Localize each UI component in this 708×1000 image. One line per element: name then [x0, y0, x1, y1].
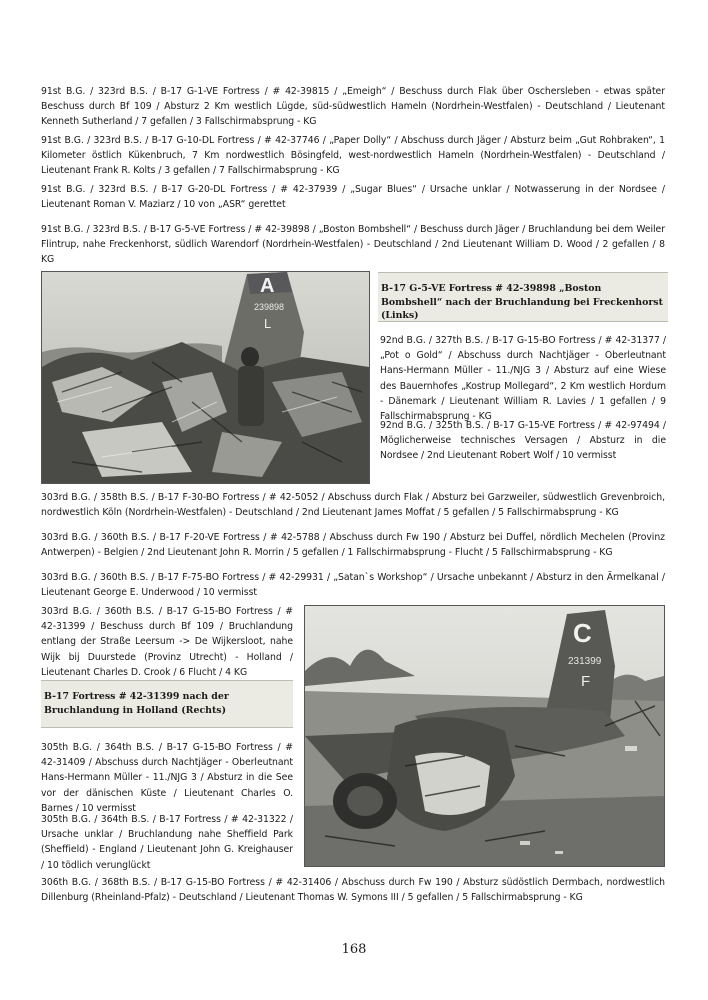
photo-boston-bombshell-wreck — [41, 271, 370, 484]
photo-42-31399-wreck — [304, 605, 665, 867]
entry-42-31406: 306th B.G. / 368th B.S. / B-17 G-15-BO Fortress / # 42-31406 / Abschuss durch Fw 190 / Absturz südöstlich Dermbach, nordwestlich Dillenburg (Rheinland-Pfalz) - Deutschland / Lieutenant Thomas W. Symons III / 5 gefallen / 5 Fallschirmabsprung - KG — [41, 877, 665, 904]
caption-boston-bombshell: B-17 G-5-VE Fortress # 42-39898 „Boston Bombshell“ nach der Bruchlandung bei Freckenhorst (Links) — [378, 272, 668, 322]
entry-42-5052: 303rd B.G. / 358th B.S. / B-17 F-30-BO Fortress / # 42-5052 / Abschuss durch Flak / Absturz bei Garzweiler, südwestlich Grevenbroich, nordwestlich Köln (Nordrhein-Westfalen) - Deutschland / 2nd Lieutenant James Moffat / 5 gefallen / 5 Fallschirmabsprung - KG — [41, 492, 665, 519]
photo-2-tail-letter: C — [573, 618, 592, 648]
page-number: 168 — [341, 942, 367, 957]
entry-42-31399: 303rd B.G. / 360th B.S. / B-17 G-15-BO Fortress / # 42-31399 / Beschuss durch Bf 109 / Bruchlandung entlang der Straße Leersum -> De Wijkersloot, nahe Wijk bij Duurstede (Provinz Utrecht) - Holland / Lieutenant Charles D. Crook / 6 Flucht / 4 KG — [41, 606, 293, 678]
photo-1-tail-serial: 239898 — [254, 302, 285, 312]
entry-42-29931: 303rd B.G. / 360th B.S. / B-17 F-75-BO Fortress / # 42-29931 / „Satan`s Workshop“ / Ursache unbekannt / Absturz in den Ärmelkanal / Lieutenant George E. Underwood / 10 vermisst — [41, 572, 665, 599]
entry-42-31322: 305th B.G. / 364th B.S. / B-17 Fortress / # 42-31322 / Ursache unklar / Bruchlandung nahe Sheffield Park (Sheffield) - England / Lieutenant John G. Kreighauser / 10 tödlich verunglückt — [41, 814, 293, 871]
photo-2-tail-code: F — [581, 673, 591, 690]
entry-42-37939: 91st B.G. / 323rd B.S. / B-17 G-20-DL Fortress / # 42-37939 / „Sugar Blues“ / Ursache unklar / Notwasserung in der Nordsee / Lieutenant Roman V. Maziarz / 10 von „ASR“ gerettet — [41, 184, 665, 211]
photo-1-tail-letter: A — [260, 275, 275, 297]
entry-42-39815: 91st B.G. / 323rd B.S. / B-17 G-1-VE Fortress / # 42-39815 / „Emeigh“ / Beschuss durch Flak über Oschersleben - etwas später Beschuss durch Bf 109 / Absturz 2 Km westlich Lügde, süd-südwestlich Hameln (Nordrhein-Westfalen) - Deutschland / Lieutenant Kenneth Sutherland / 7 gefallen / 3 Fallschirmabsprung - KG — [41, 86, 665, 128]
caption-42-31399: B-17 Fortress # 42-31399 nach der Bruchlandung in Holland (Rechts) — [41, 680, 293, 728]
entry-42-39898: 91st B.G. / 323rd B.S. / B-17 G-5-VE Fortress / # 42-39898 / „Boston Bombshell“ / Beschuss durch Jäger / Bruchlandung bei dem Weiler Flintrup, nahe Freckenhorst, südlich Warendorf (Nordrhein-Westfalen) - Deutschland / 2nd Lieutenant William D. Wood / 2 gefallen / 8 KG — [41, 224, 665, 266]
entry-42-5788: 303rd B.G. / 360th B.S. / B-17 F-20-VE Fortress / # 42-5788 / Abschuss durch Fw 190 / Absturz bei Duffel, nördlich Mechelen (Provinz Antwerpen) - Belgien / 2nd Lieutenant John R. Morrin / 5 gefallen / 1 Fallschirmabsprung - Flucht / 5 Fallschirmabsprung - KG — [41, 532, 665, 559]
entry-42-31377: 92nd B.G. / 327th B.S. / B-17 G-15-BO Fortress / # 42-31377 / „Pot o Gold“ / Abschuss durch Nachtjäger - Oberleutnant Hans-Hermann Müller - 11./NJG 3 / Absturz auf eine Wiese des Bauernhofes „Kostrup Mollegard“, 2 Km westlich Hordum - Dänemark / Lieutenant William R. Lavies / 1 gefallen / 9 Fallschirmabsprung - KG — [380, 335, 666, 423]
entry-42-97494: 92nd B.G. / 325th B.S. / B-17 G-15-VE Fortress / # 42-97494 / Möglicherweise technisches Versagen / Absturz in die Nordsee / 2nd Lieutenant Robert Wolf / 10 vermisst — [380, 420, 666, 462]
entry-42-31409: 305th B.G. / 364th B.S. / B-17 G-15-BO Fortress / # 42-31409 / Abschuss durch Nachtjäger - Oberleutnant Hans-Hermann Müller - 11./NJG 3 / Absturz in die See vor der dänischen Küste / Lieutenant Charles O. Barnes / 10 vermisst — [41, 742, 293, 814]
photo-2-tail-serial: 231399 — [568, 656, 602, 667]
entry-42-37746: 91st B.G. / 323rd B.S. / B-17 G-10-DL Fortress / # 42-37746 / „Paper Dolly“ / Abschuss durch Jäger / Absturz beim „Gut Rohbraken“, 1 Kilometer östlich Kükenbruch, 7 Km nordwestlich Bösingfeld, west-nordwestlich Hameln (Nordrhein-Westfalen) - Deutschland / Lieutenant Frank R. Kolts / 3 gefallen / 7 Fallschirmabsprung - KG — [41, 135, 665, 177]
photo-1-tail-code: L — [264, 316, 272, 331]
